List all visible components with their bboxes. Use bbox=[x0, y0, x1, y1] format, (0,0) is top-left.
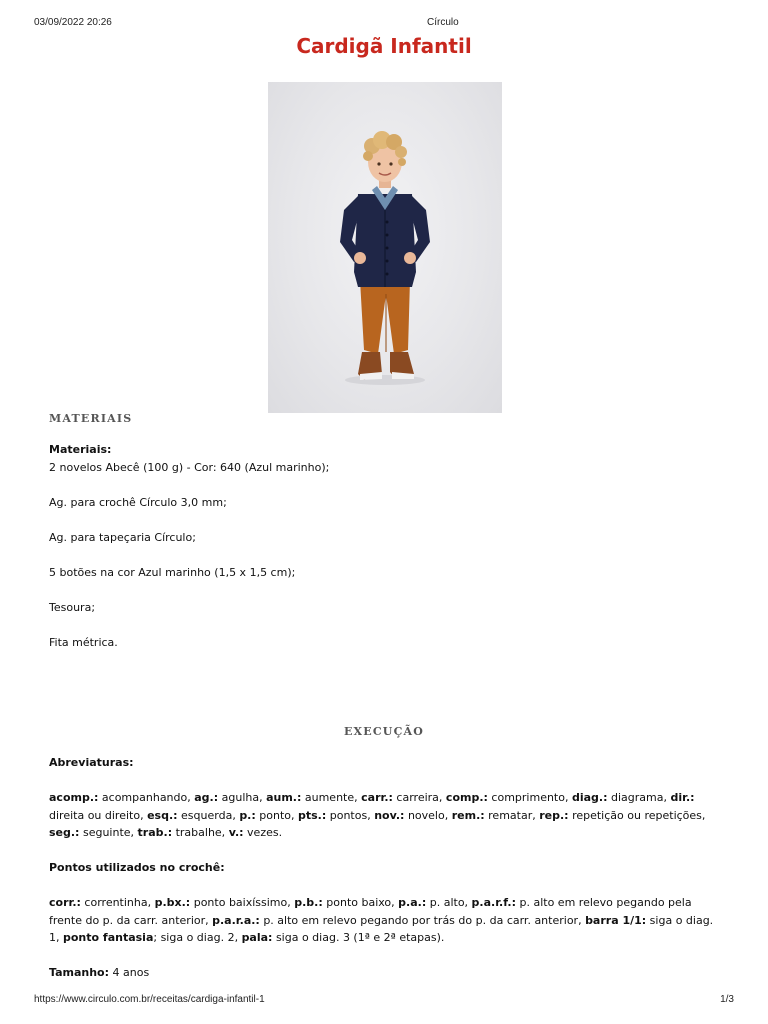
product-photo bbox=[268, 82, 502, 413]
term-description: acompanhando, bbox=[98, 791, 195, 804]
term: p.b.: bbox=[294, 896, 323, 909]
term-description: p. alto, bbox=[426, 896, 472, 909]
term-description: novelo, bbox=[404, 808, 452, 822]
print-url: https://www.circulo.com.br/receitas/cardiga-infantil-1 bbox=[34, 994, 265, 1005]
term: nov.: bbox=[374, 808, 405, 822]
term-description: ponto baixo, bbox=[322, 896, 399, 909]
term-description: siga o diag. 3 (1ª e 2ª etapas). bbox=[272, 931, 445, 944]
material-item: 5 botões na cor Azul marinho (1,5 x 1,5 cm); bbox=[49, 565, 296, 579]
term: esq.: bbox=[147, 808, 178, 822]
term-description: ponto, bbox=[255, 808, 298, 822]
material-item: Fita métrica. bbox=[49, 635, 118, 649]
term: v.: bbox=[228, 826, 244, 839]
term: comp.: bbox=[445, 791, 488, 804]
child-in-cardigan-illustration bbox=[268, 82, 502, 413]
page-title: Cardigã Infantil bbox=[296, 34, 472, 58]
material-item: Tesoura; bbox=[49, 600, 96, 614]
term-description: carreira, bbox=[392, 791, 446, 804]
material-item: Ag. para crochê Círculo 3,0 mm; bbox=[49, 495, 227, 509]
term-description: diagrama, bbox=[607, 791, 671, 804]
term: rem.: bbox=[451, 808, 485, 822]
size-line bbox=[49, 964, 721, 982]
term-description: agulha, bbox=[218, 791, 267, 804]
term: p.a.: bbox=[398, 896, 427, 909]
term-description: repetição ou repetições, bbox=[568, 808, 706, 822]
term-description: pontos, bbox=[326, 808, 375, 822]
materials-section-label: MATERIAIS bbox=[49, 412, 133, 425]
size-label: Tamanho: bbox=[49, 966, 110, 979]
term: pts.: bbox=[297, 808, 327, 822]
abbreviations-heading: Abreviaturas: bbox=[49, 756, 134, 769]
material-item: Ag. para tapeçaria Círculo; bbox=[49, 530, 196, 544]
stitches-list bbox=[49, 894, 721, 947]
term: dir.: bbox=[670, 791, 695, 804]
material-item: 2 novelos Abecê (100 g) - Cor: 640 (Azul marinho); bbox=[49, 460, 330, 474]
term-description: vezes. bbox=[243, 826, 283, 839]
term-description: ponto baixíssimo, bbox=[190, 896, 295, 909]
term-description: correntinha, bbox=[80, 896, 155, 909]
term: trab.: bbox=[137, 826, 173, 839]
term: seg.: bbox=[49, 826, 80, 839]
term: p.a.r.f.: bbox=[471, 896, 516, 909]
execution-section-label: EXECUÇÃO bbox=[343, 725, 425, 738]
materials-heading: Materiais: bbox=[49, 443, 112, 456]
print-footer bbox=[34, 994, 734, 1008]
term-description: rematar, bbox=[484, 808, 540, 822]
term-description: p. alto em relevo pegando por trás do p. da carr. anterior, bbox=[259, 913, 586, 927]
term: p.: bbox=[239, 808, 256, 822]
print-header bbox=[34, 17, 734, 31]
term-description: trabalhe, bbox=[172, 826, 229, 839]
execution-content bbox=[49, 754, 721, 982]
term-description: siga o diag. 1, bbox=[49, 913, 714, 944]
term: p.bx.: bbox=[154, 896, 191, 909]
term: ag.: bbox=[194, 791, 219, 804]
size-value: 4 anos bbox=[109, 966, 150, 979]
term-description: seguinte, bbox=[79, 826, 138, 839]
materials-content bbox=[49, 441, 721, 651]
term: carr.: bbox=[361, 791, 393, 804]
stitches-heading: Pontos utilizados no crochê: bbox=[49, 861, 225, 874]
abbreviations-list bbox=[49, 789, 721, 842]
term: pala: bbox=[241, 931, 273, 944]
term-description: p. alto em relevo pegando pela frente do p. da carr. anterior, bbox=[49, 896, 692, 927]
term: ponto fantasia bbox=[63, 931, 154, 944]
term-description: esquerda, bbox=[177, 808, 240, 822]
term: barra 1/1: bbox=[585, 913, 647, 927]
term-description: aumente, bbox=[301, 791, 362, 804]
term: rep.: bbox=[539, 808, 569, 822]
print-date: 03/09/2022 20:26 bbox=[34, 17, 112, 28]
term: diag.: bbox=[571, 791, 608, 804]
print-site-name: Círculo bbox=[427, 17, 459, 28]
term-description: ; siga o diag. 2, bbox=[153, 931, 242, 944]
term: aum.: bbox=[266, 791, 302, 804]
term: corr.: bbox=[49, 896, 81, 909]
term: acomp.: bbox=[49, 791, 99, 804]
term: p.a.r.a.: bbox=[212, 913, 260, 927]
term-description: direita ou direito, bbox=[49, 808, 148, 822]
term-description: comprimento, bbox=[487, 791, 572, 804]
page-number: 1/3 bbox=[720, 994, 734, 1005]
